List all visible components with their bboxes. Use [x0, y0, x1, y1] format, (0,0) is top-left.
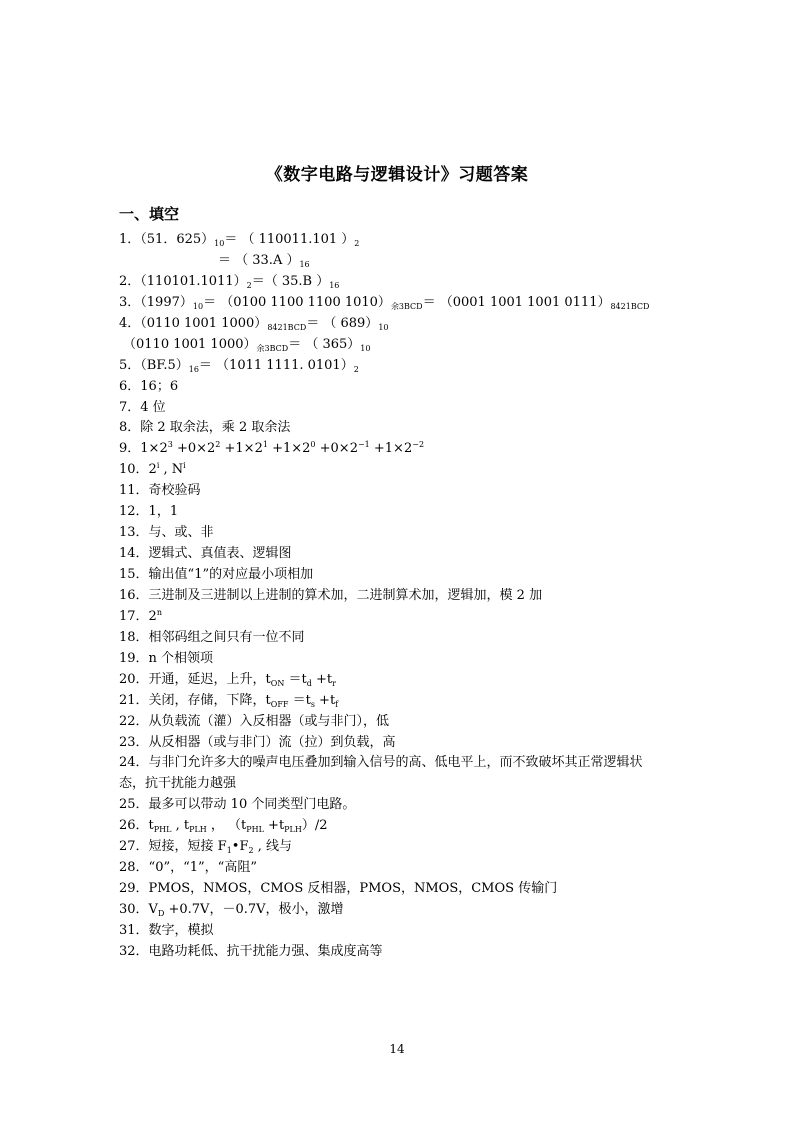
answer-1-continued: ＝ （ 33.A ）$_{16}$ [218, 252, 310, 269]
answer-8: 8．除 2 取余法，乘 2 取余法 [119, 420, 291, 436]
answer-30: 30．$V_D +0.7V$，－0.7V，极小，激增 [119, 902, 344, 918]
answer-24-continued: 态，抗干扰能力越强 [119, 776, 237, 792]
answer-19: 19．n 个相领项 [119, 650, 214, 666]
answer-28: 28．“0”，“1”，“高阻” [119, 860, 257, 876]
answer-27: 27．短接，短接 $F_1•F_2$ , 线与 [119, 839, 292, 856]
answer-26: 26．$t_{PHL}$ , $t_{PLH}$ ， $(t_{PHL} +t_{PLH})/2$ [119, 818, 328, 835]
answer-11: 11．奇校验码 [119, 483, 201, 499]
answer-3: 3．$(1997)_{10}= (0100$ 1100 1100 $1010)_{余3BCD}= (0001$ 1001 1001 $0111)_{8421BCD}$ [119, 294, 650, 311]
answer-14: 14．逻辑式、真值表、逻辑图 [119, 546, 292, 562]
answer-20: 20．开通，延迟，上升，$t_{ON} =t_d +t_r$ [119, 671, 336, 688]
answer-17: 17．2$^n$ [119, 607, 162, 624]
answer-13: 13．与、或、非 [119, 525, 214, 541]
answer-16: 16．三进制及三进制以上进制的算术加，二进制算术加，逻辑加，模 2 加 [119, 587, 543, 603]
answer-22: 22．从负载流（灌）入反相器（或与非门），低 [119, 713, 390, 729]
page-number: 14 [389, 1042, 405, 1056]
answer-29: 29．PMOS，NMOS，CMOS 反相器，PMOS，NMOS，CMOS 传输门 [119, 881, 558, 897]
answer-15: 15．输出值“1”的对应最小项相加 [119, 567, 314, 582]
answer-7: 7．4 位 [119, 399, 166, 415]
section-heading: 一、填空 [119, 205, 180, 223]
answer-18: 18．相邻码组之间只有一位不同 [119, 629, 305, 645]
answer-23: 23．从反相器（或与非门）流（拉）到负载，高 [119, 734, 396, 750]
answer-24: 24．与非门允许多大的噪声电压叠加到输入信号的高、低电平上，而不致破坏其正常逻辑状 [119, 755, 643, 771]
answer-10: 10．2$^i$ , $N^i$ [119, 461, 186, 478]
answer-31: 31．数字，模拟 [119, 922, 214, 938]
answer-4: 4．（0110 1001 $1000)_{8421BCD}=$ （ $689)_{10}$ [119, 315, 389, 332]
answer-5: 5．$(BF.5)_{16}= (1011$ 1111. $0101)_2$ [119, 357, 359, 374]
answer-21: 21．关闭，存储，下降，$t_{OFF} =t_s +t_f$ [119, 692, 339, 709]
answer-2: 2．$(110101.1011)_2=$（ 35.B ）$_{16}$ [119, 273, 340, 290]
answer-25: 25．最多可以带动 10 个同类型门电路。 [119, 797, 356, 813]
answer-6: 6．16；6 [119, 378, 179, 394]
answer-list [119, 230, 691, 963]
answer-1: 1．（51．$625)_{10}=$ （ 110011.101 ）$_2$ [119, 232, 360, 248]
answer-12: 12．1，1 [119, 504, 179, 520]
answer-4-continued: （0110 1001 $1000)_{余3BCD}=$ （ $365)_{10}$ [123, 336, 371, 353]
answer-32: 32．电路功耗低、抗干扰能力强、集成度高等 [119, 943, 383, 959]
document-title: 《数字电路与逻辑设计》习题答案 [265, 165, 529, 185]
answer-9: 9．$1\times 2^3 +0\times 2^2 +1\times 2^1 +1\times 2^0 +0\times 2^{-1} +1\times 2^{-2}$ [119, 440, 425, 457]
